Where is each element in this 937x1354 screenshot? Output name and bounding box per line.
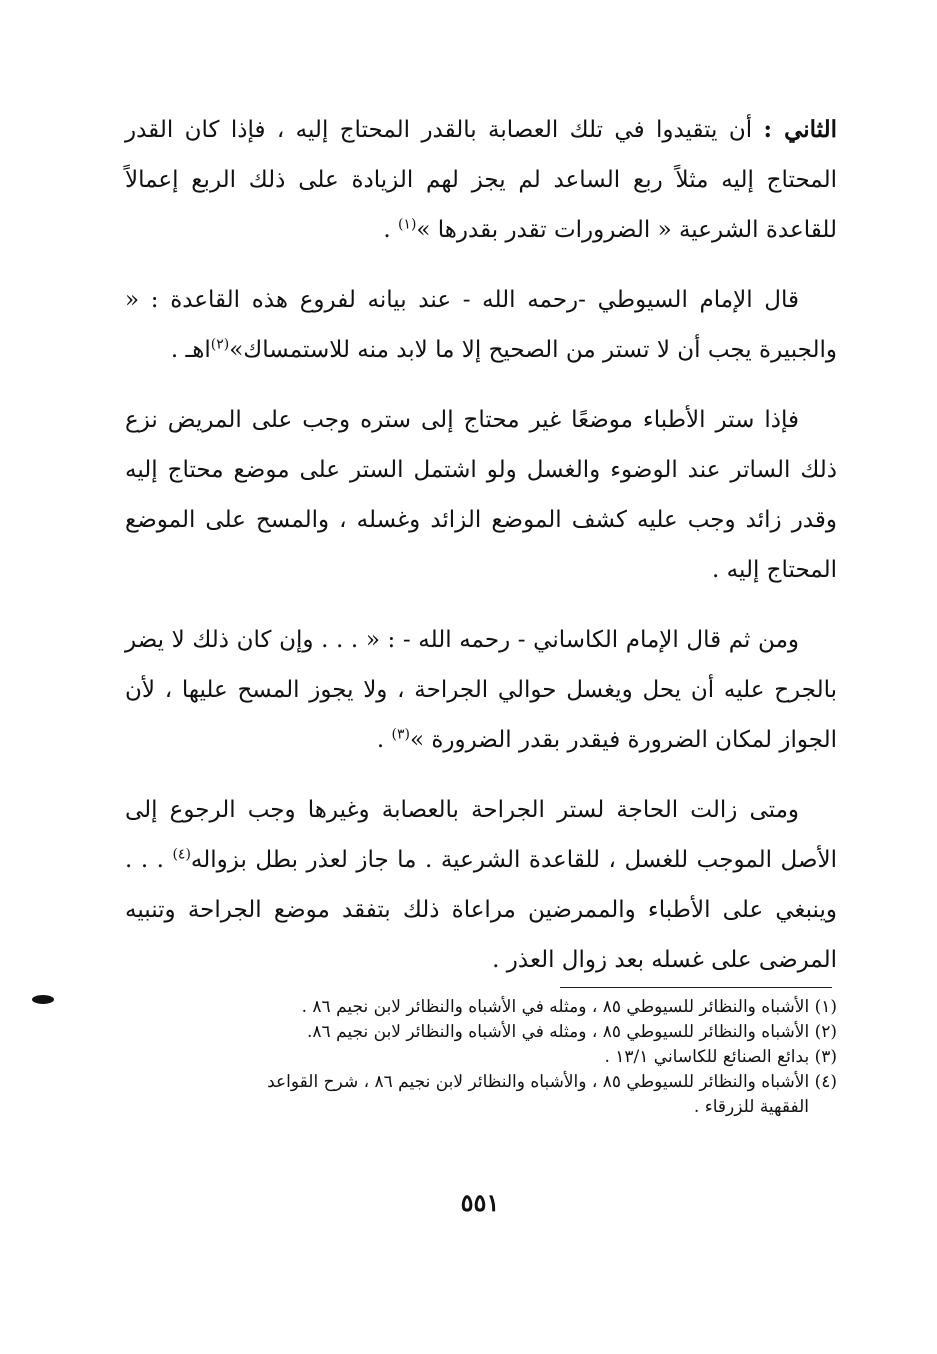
- footnote-marker: (٣): [391, 726, 410, 743]
- footnotes: [125, 995, 837, 1120]
- footnote-marker: (١): [397, 216, 417, 233]
- footnote-marker: (٢): [210, 336, 230, 353]
- paragraph-lead: الثاني :: [763, 116, 837, 143]
- paragraph-text: ومتى زالت الحاجة لستر الجراحة بالعصابة وغيرها وجب الرجوع إلى الأصل الموجب للغسل ، للقاعدة الشرعية . ما جاز لعذر بطل بزواله: [125, 797, 837, 873]
- footnote-marker: (٤): [172, 846, 191, 863]
- paragraph-1: [125, 105, 837, 255]
- footnote-3: (٣) بدائع الصنائع للكاساني ١٣/١ .: [604, 1047, 837, 1067]
- paragraph-2: [125, 275, 837, 375]
- footnote-4-continuation: الفقهية للزرقاء .: [693, 1097, 809, 1117]
- footnote-1: (١) الأشباه والنظائر للسيوطي ٨٥ ، ومثله في الأشباه والنظائر لابن نجيم ٨٦ .: [301, 997, 837, 1017]
- paragraph-3: [125, 395, 837, 595]
- paragraph-tail: .: [376, 727, 392, 753]
- main-text: [125, 105, 837, 1005]
- paragraph-text: أن يتقيدوا في تلك العصابة بالقدر المحتاج إليه ، فإذا كان القدر المحتاج إليه مثلاً ربع الساعد لم يجز لهم الزيادة على ذلك الربع إعمالاً للقاعدة الشرعية « الضرورات تقدر بقدرها »: [125, 117, 837, 243]
- paragraph-5: [125, 785, 837, 985]
- paragraph-tail: . . . وينبغي على الأطباء والممرضين مراعاة ذلك بتفقد موضع الجراحة وتنبيه المرضى على غسله بعد زوال العذر .: [125, 847, 837, 973]
- page-number: ٥٥١: [460, 1188, 500, 1217]
- paragraph-text: قال الإمام السيوطي -رحمه الله - عند بيانه لفروع هذه القاعدة : « والجبيرة يجب أن لا تستر من الصحيح إلا ما لابد منه للاستمساك»: [125, 287, 837, 363]
- paragraph-tail: .: [383, 217, 398, 243]
- scan-ink-blot: [32, 995, 54, 1004]
- paragraph-4: [125, 615, 837, 765]
- paragraph-text: ومن ثم قال الإمام الكاساني - رحمه الله - : « . . . وإن كان ذلك لا يضر بالجرح عليه أن يحل ويغسل حوالي الجراحة ، ولا يجوز المسح عليها ، لأن الجواز لمكان الضرورة فيقدر بقدر الضرورة »: [125, 627, 837, 753]
- paragraph-text: فإذا ستر الأطباء موضعًا غير محتاج إلى ستره وجب على المريض نزع ذلك الساتر عند الوضوء والغسل ولو اشتمل الستر على موضع محتاج إليه وقدر زائد وجب عليه كشف الموضع الزائد وغسله ، والمسح على الموضع المحتاج إليه .: [125, 407, 837, 583]
- paragraph-tail: اهـ .: [170, 337, 211, 363]
- footnote-2: (٢) الأشباه والنظائر للسيوطي ٨٥ ، ومثله في الأشباه والنظائر لابن نجيم ٨٦.: [307, 1022, 837, 1042]
- footnote-separator: [560, 987, 832, 988]
- footnote-4: (٤) الأشباه والنظائر للسيوطي ٨٥ ، والأشباه والنظائر لابن نجيم ٨٦ ، شرح القواعد: [267, 1072, 837, 1092]
